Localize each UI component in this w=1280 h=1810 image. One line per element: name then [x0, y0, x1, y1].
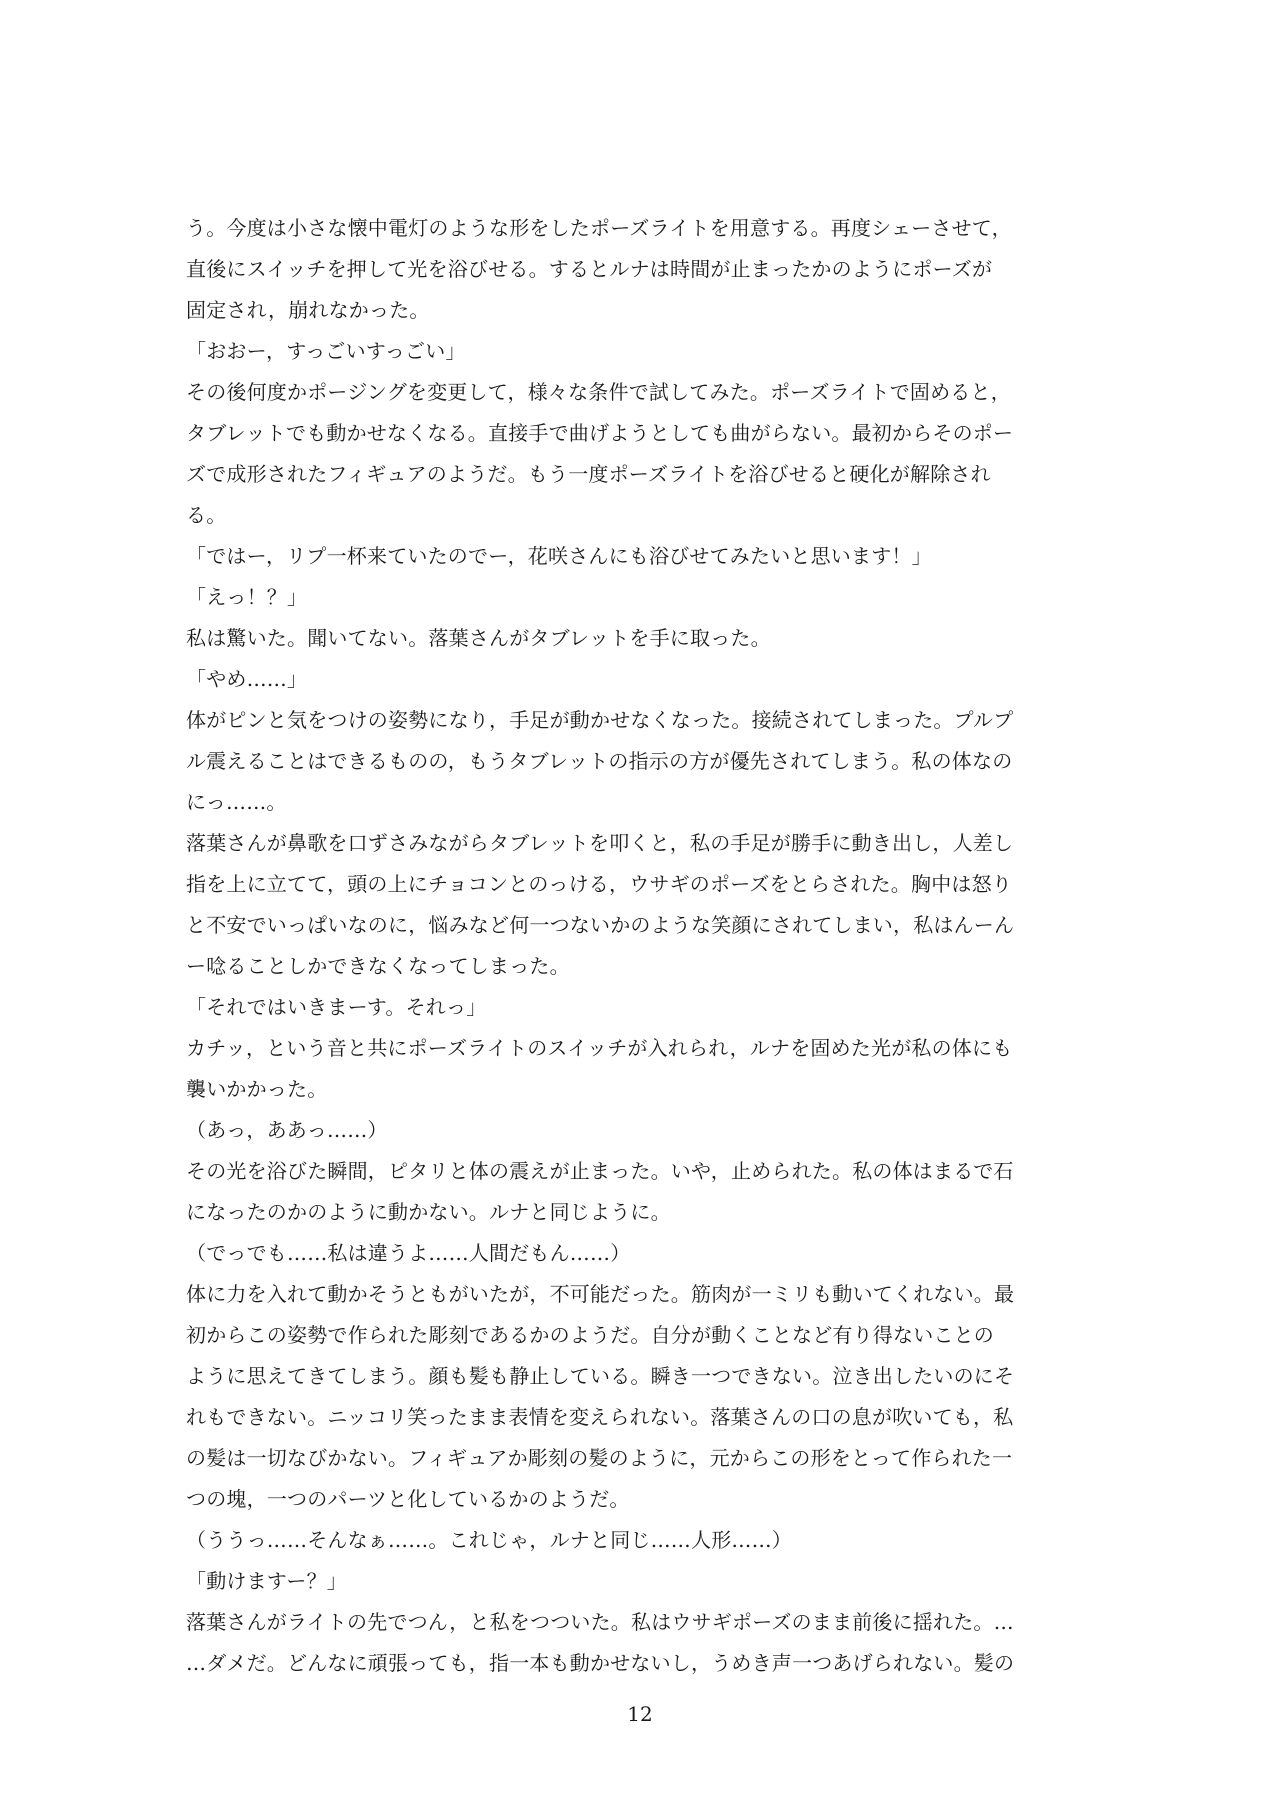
text-line: ル震えることはできるものの，もうタブレットの指示の方が優先されてしまう。私の体なの [186, 749, 1013, 773]
text-line: つの塊，一つのパーツと化しているかのようだ。 [186, 1487, 630, 1511]
text-line: …ダメだ。どんなに頑張っても，指一本も動かせないし，うめき声一つあげられない。髪の [186, 1651, 1015, 1675]
text-line: ー唸ることしかできなくなってしまった。 [186, 954, 570, 978]
text-line: 落葉さんが鼻歌を口ずさみながらタブレットを叩くと，私の手足が勝手に動き出し，人差し [186, 831, 1014, 855]
text-line: その後何度かポージングを変更して，様々な条件で試してみた。ポーズライトで固めると， [186, 380, 1011, 404]
text-line: ように思えてきてしまう。顔も髪も静止している。瞬き一つできない。泣き出したいのにそ [186, 1364, 1015, 1388]
text-line: （あっ，ああっ……） [186, 1118, 388, 1142]
text-line: （ううっ……そんなぁ……。これじゃ，ルナと同じ……人形……） [186, 1528, 792, 1552]
text-line: ズで成形されたフィギュアのようだ。もう一度ポーズライトを浴びせると硬化が解除され [186, 462, 991, 486]
text-line: 固定され，崩れなかった。 [186, 298, 430, 322]
page-number: 12 [627, 1702, 653, 1726]
text-line: 体がピンと気をつけの姿勢になり，手足が動かせなくなった。接続されてしまった。プルプ [186, 708, 1014, 732]
text-line: 「おおー，すっごいすっごい」 [186, 339, 466, 363]
text-line: 指を上に立てて，頭の上にチョコンとのっける，ウサギのポーズをとらされた。胸中は怒り [186, 872, 1012, 896]
text-line: 襲いかかった。 [186, 1077, 328, 1101]
text-line: （でっでも……私は違うよ……人間だもん……） [186, 1241, 631, 1265]
text-line: れもできない。ニッコリ笑ったまま表情を変えられない。落葉さんの口の息が吹いても，私 [186, 1405, 1014, 1429]
text-line: の髪は一切なびかない。フィギュアか彫刻の髪のように，元からこの形をとって作られた一 [186, 1446, 1013, 1470]
text-line: 「えっ！？」 [186, 585, 308, 609]
text-line: 落葉さんがライトの先でつん，と私をつついた。私はウサギポーズのまま前後に揺れた。… [186, 1610, 1014, 1634]
text-line: う。今度は小さな懐中電灯のような形をしたポーズライトを用意する。再度シェーさせて， [186, 216, 1012, 240]
text-line: る。 [186, 503, 227, 527]
text-line: 私は驚いた。聞いてない。落葉さんがタブレットを手に取った。 [186, 626, 771, 650]
text-line: タブレットでも動かせなくなる。直接手で曲げようとしても曲がらない。最初からそのポー [186, 421, 1014, 445]
text-line: 体に力を入れて動かそうともがいたが，不可能だった。筋肉が一ミリも動いてくれない。最 [186, 1282, 1015, 1306]
text-line: 「ではー，リプ一杯来ていたのでー，花咲さんにも浴びせてみたいと思います！」 [186, 544, 932, 568]
text-line: 初からこの姿勢で作られた彫刻であるかのようだ。自分が動くことなど有り得ないことの [186, 1323, 994, 1347]
text-line: 直後にスイッチを押して光を浴びせる。するとルナは時間が止まったかのようにポーズが [186, 257, 993, 281]
text-line: 「動けますー？」 [186, 1569, 347, 1593]
text-line: 「それではいきまーす。それっ」 [186, 995, 487, 1019]
text-line: と不安でいっぱいなのに，悩みなど何一つないかのような笑顔にされてしまい，私はんーん [186, 913, 1015, 937]
text-line: カチッ，という音と共にポーズライトのスイッチが入れられ，ルナを固めた光が私の体にも [186, 1036, 1013, 1060]
text-line: になったのかのように動かない。ルナと同じように。 [186, 1200, 671, 1224]
text-line: 「やめ……」 [186, 667, 308, 691]
text-line: その光を浴びた瞬間，ピタリと体の震えが止まった。いや，止められた。私の体はまるで石 [186, 1159, 1014, 1183]
text-line: にっ……。 [186, 790, 287, 814]
page-body [186, 208, 1106, 1684]
